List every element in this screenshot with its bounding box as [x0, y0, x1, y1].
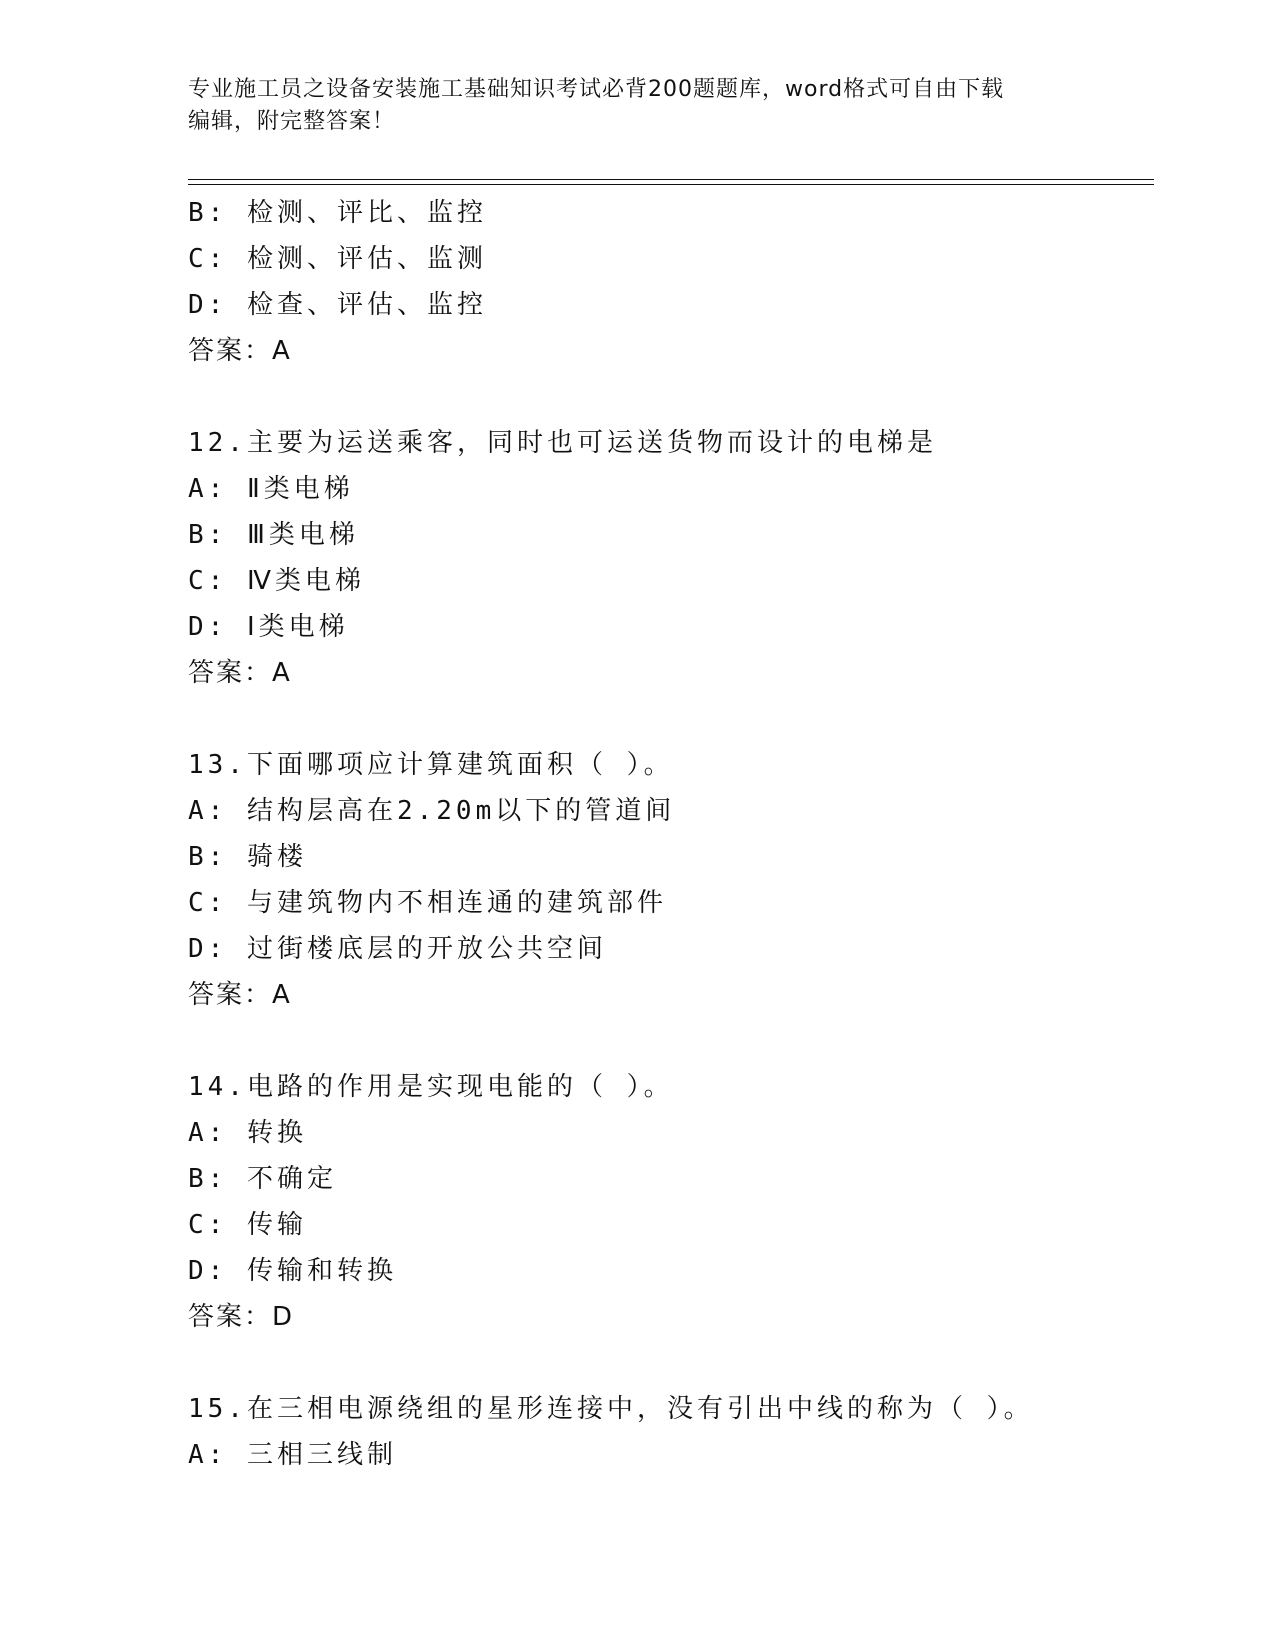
option-d: D: Ⅰ类电梯 — [188, 612, 349, 642]
answer: 答案：D — [188, 1302, 295, 1332]
option-d: D: 检查、评估、监控 — [188, 290, 487, 320]
question-12 — [188, 420, 1154, 696]
option-a: A: 三相三线制 — [188, 1440, 397, 1470]
option-c: C: 传输 — [188, 1210, 307, 1240]
question-title: 15.在三相电源绕组的星形连接中，没有引出中线的称为（ ）。 — [188, 1394, 1034, 1424]
option-b: B: Ⅲ类电梯 — [188, 520, 359, 550]
option-a: A: 结构层高在2.20m以下的管道间 — [188, 796, 676, 826]
header-divider-top — [188, 179, 1154, 180]
option-b: B: 检测、评比、监控 — [188, 198, 487, 228]
question-title: 12.主要为运送乘客，同时也可运送货物而设计的电梯是 — [188, 428, 937, 458]
question-14 — [188, 1064, 1154, 1340]
spacer — [188, 1340, 1154, 1386]
question-15 — [188, 1386, 1154, 1478]
question-11 — [188, 190, 1154, 374]
answer: 答案：A — [188, 336, 292, 366]
spacer — [188, 374, 1154, 420]
question-list — [188, 190, 1154, 1478]
spacer — [188, 1018, 1154, 1064]
spacer — [188, 696, 1154, 742]
answer: 答案：A — [188, 980, 292, 1010]
document-header — [188, 74, 1088, 138]
option-c: C: 与建筑物内不相连通的建筑部件 — [188, 888, 667, 918]
option-b: B: 不确定 — [188, 1164, 337, 1194]
option-c: C: Ⅳ类电梯 — [188, 566, 365, 596]
option-a: A: Ⅱ类电梯 — [188, 474, 354, 504]
header-line-2: 编辑，附完整答案！ — [188, 109, 396, 134]
question-title: 14.电路的作用是实现电能的（ ）。 — [188, 1072, 674, 1102]
question-title: 13.下面哪项应计算建筑面积（ ）。 — [188, 750, 674, 780]
option-d: D: 过街楼底层的开放公共空间 — [188, 934, 607, 964]
header-line-1: 专业施工员之设备安装施工基础知识考试必背200题题库，word格式可自由下载 — [188, 77, 1005, 102]
option-b: B: 骑楼 — [188, 842, 307, 872]
question-13 — [188, 742, 1154, 1018]
answer: 答案：A — [188, 658, 292, 688]
option-c: C: 检测、评估、监测 — [188, 244, 487, 274]
option-a: A: 转换 — [188, 1118, 307, 1148]
option-d: D: 传输和转换 — [188, 1256, 397, 1286]
header-divider-bottom — [188, 184, 1154, 185]
